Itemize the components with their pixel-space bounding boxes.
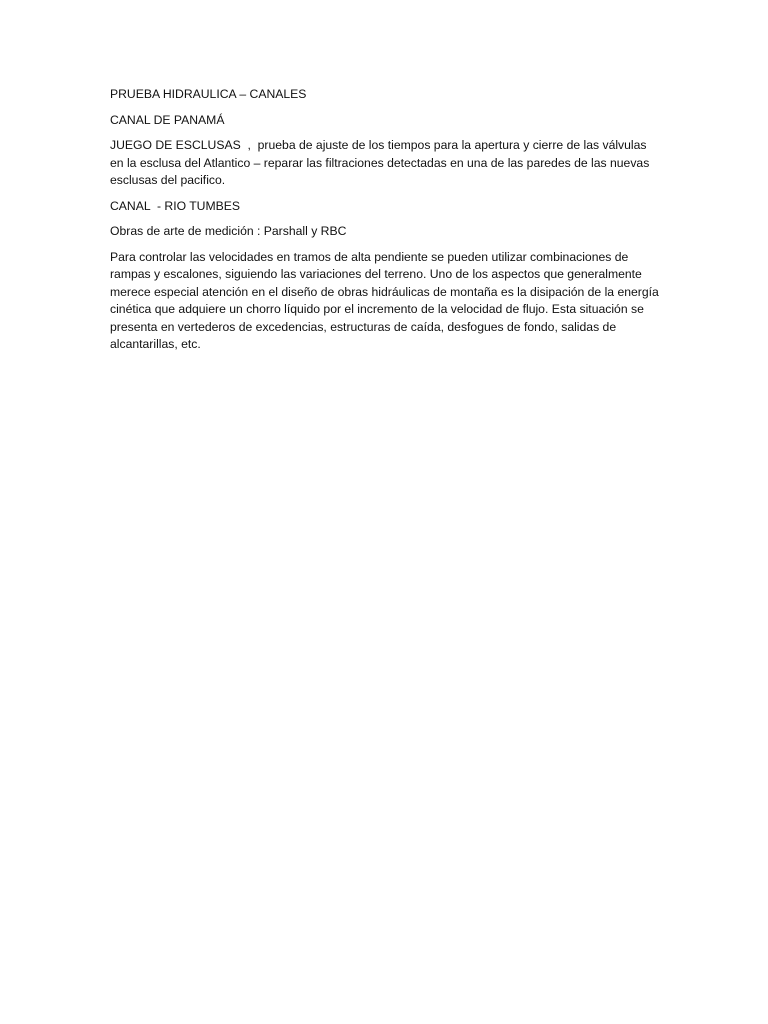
paragraph-body: Para controlar las velocidades en tramos de alta pendiente se pueden utilizar combinaciones de rampas y escalones, siguiendo las variaciones del terreno. Uno de los aspectos que generalmente merece especial atención en el diseño de obras hidráulicas de montaña es la disipación de la energía cinética que adquiere un chorro líquido por el incremento de la velocidad de flujo. Esta situación se presenta en vertederos de excedencias, estructuras de caída, desfogues de fondo, salidas de alcantarillas, etc. [110, 249, 663, 351]
section-heading-tumbes: CANAL - RIO TUMBES [110, 198, 241, 213]
paragraph-esclusas: JUEGO DE ESCLUSAS , prueba de ajuste de los tiempos para la apertura y cierre de las válvulas en la esclusa del Atlantico – reparar las filtraciones detectadas en una de las paredes de las nuevas esclusas del pacifico. [110, 138, 653, 187]
paragraph-obras: Obras de arte de medición : Parshall y RBC [110, 224, 347, 238]
document-body [110, 86, 663, 362]
section-heading-panama: CANAL DE PANAMÁ [110, 112, 225, 127]
document-title: PRUEBA HIDRAULICA – CANALES [110, 87, 307, 101]
